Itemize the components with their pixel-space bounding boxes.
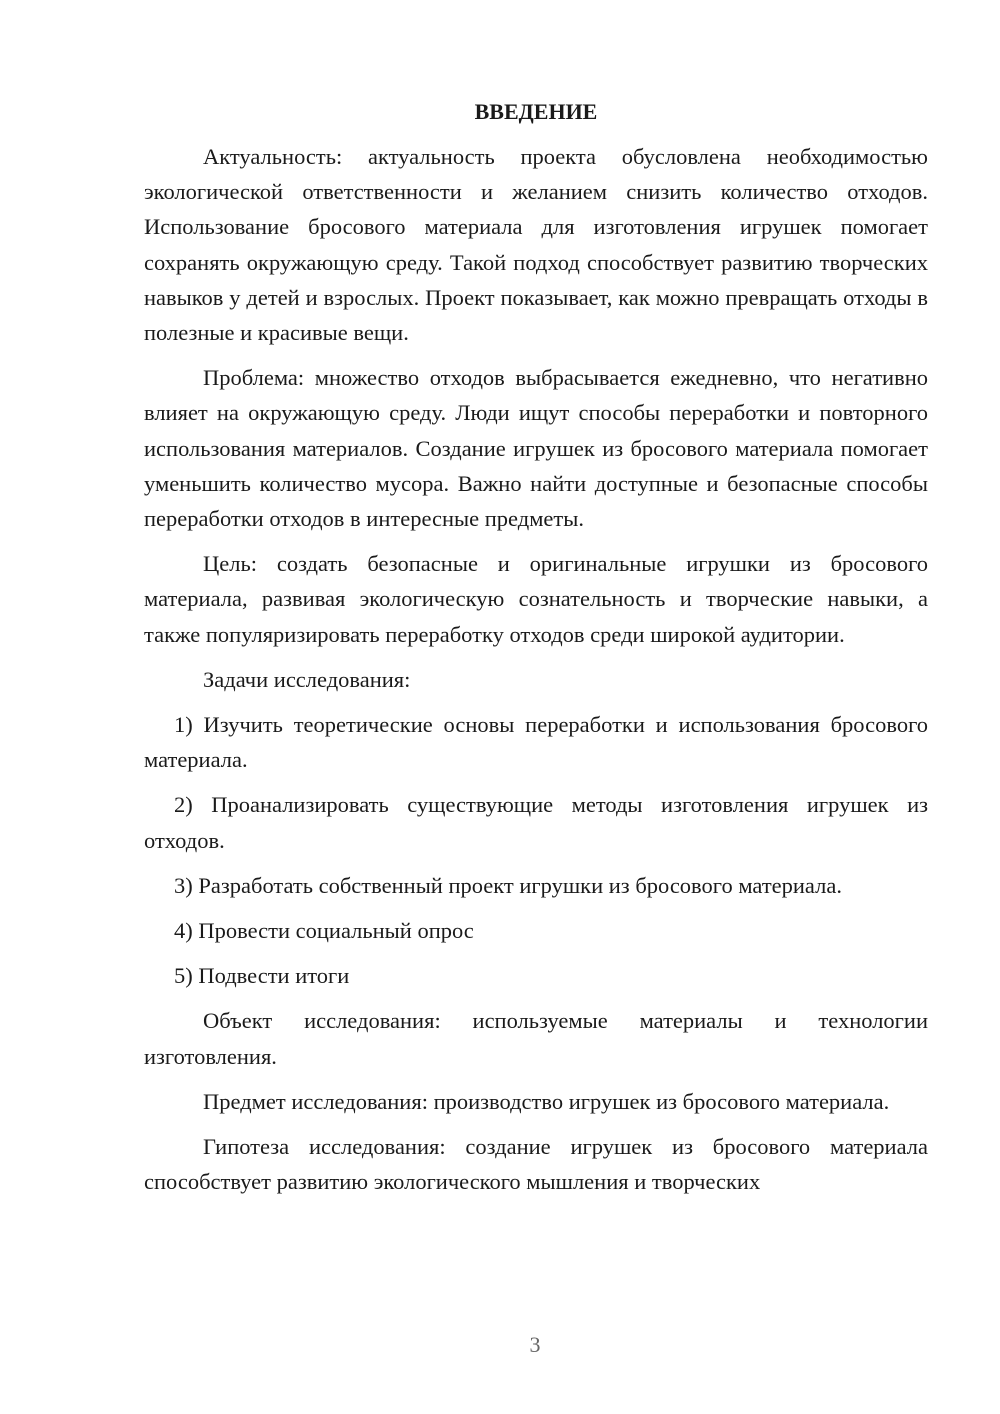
page-number: 3	[529, 1332, 541, 1357]
task-item-1: 1) Изучить теоретические основы переработки и использования бросового материала.	[144, 712, 928, 773]
relevance-paragraph: Актуальность: актуальность проекта обусловлена необходимостью экологической ответственности и желанием снизить количество отходов. Использование бросового материала для изготовления игрушек помогает сохранять окружающую среду. Такой подход способствует развитию творческих навыков у детей и взрослых. Проект показывает, как можно превращать отходы в полезные и красивые вещи.	[144, 144, 928, 346]
problem-paragraph: Проблема: множество отходов выбрасывается ежедневно, что негативно влияет на окружающую среду. Люди ищут способы переработки и повторного использования материалов. Создание игрушек из бросового материала помогает уменьшить количество мусора. Важно найти доступные и безопасные способы переработки отходов в интересные предметы.	[144, 365, 928, 532]
goal-paragraph: Цель: создать безопасные и оригинальные игрушки из бросового материала, развивая экологическую сознательность и творческие навыки, а также популяризировать переработку отходов среди широкой аудитории.	[144, 551, 928, 647]
section-title: ВВЕДЕНИЕ	[474, 99, 598, 124]
page-content	[144, 94, 928, 1209]
tasks-heading: Задачи исследования:	[203, 666, 411, 692]
task-item-4: 4) Провести социальный опрос	[174, 918, 474, 944]
object-paragraph: Объект исследования: используемые материалы и технологии изготовления.	[144, 1008, 928, 1069]
hypothesis-paragraph: Гипотеза исследования: создание игрушек из бросового материала способствует развитию экологического мышления и творческих	[144, 1134, 928, 1195]
task-item-3: 3) Разработать собственный проект игрушки из бросового материала.	[174, 872, 842, 898]
subject-paragraph: Предмет исследования: производство игрушек из бросового материала.	[203, 1088, 890, 1114]
task-item-2: 2) Проанализировать существующие методы изготовления игрушек из отходов.	[144, 792, 928, 853]
task-item-5: 5) Подвести итоги	[174, 963, 350, 989]
